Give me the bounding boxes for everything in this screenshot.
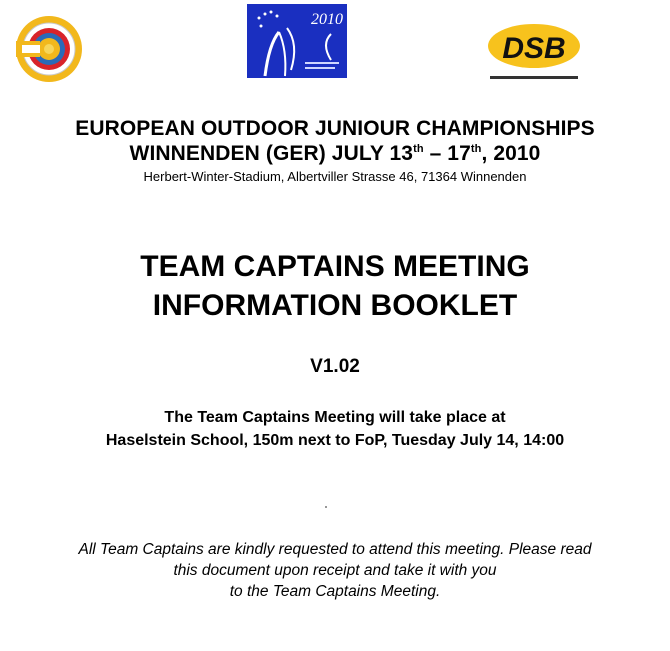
event-2010-logo-icon [247, 4, 347, 86]
version-label: V1.02 [310, 356, 360, 377]
dsb-logo-icon [484, 20, 584, 86]
header-line-1: EUROPEAN OUTDOOR JUNIOUR CHAMPIONSHIPS [75, 117, 595, 140]
header-line-2: WINNENDEN (GER) JULY 13th – 17th, 2010 [129, 142, 541, 165]
venue-address: Herbert-Winter-Stadium, Albertviller Strasse 46, 71364 Winnenden [143, 169, 527, 184]
archery-target-icon [14, 14, 84, 84]
meeting-line-1: The Team Captains Meeting will take place at [164, 409, 506, 426]
notice-line-2: this document upon receipt and take it with you [173, 562, 497, 579]
stray-dot [325, 506, 327, 508]
dsb-text: DSB [502, 32, 566, 65]
notice-line-1: All Team Captains are kindly requested to attend this meeting. Please read [78, 541, 592, 558]
logo-bar [0, 0, 670, 100]
event-year-text: 2010 [311, 11, 343, 28]
title-line-1: TEAM CAPTAINS MEETING [140, 250, 530, 283]
title-line-2: INFORMATION BOOKLET [152, 289, 518, 322]
meeting-line-2: Haselstein School, 150m next to FoP, Tuesday July 14, 14:00 [105, 432, 565, 449]
notice-line-3: to the Team Captains Meeting. [229, 583, 441, 600]
